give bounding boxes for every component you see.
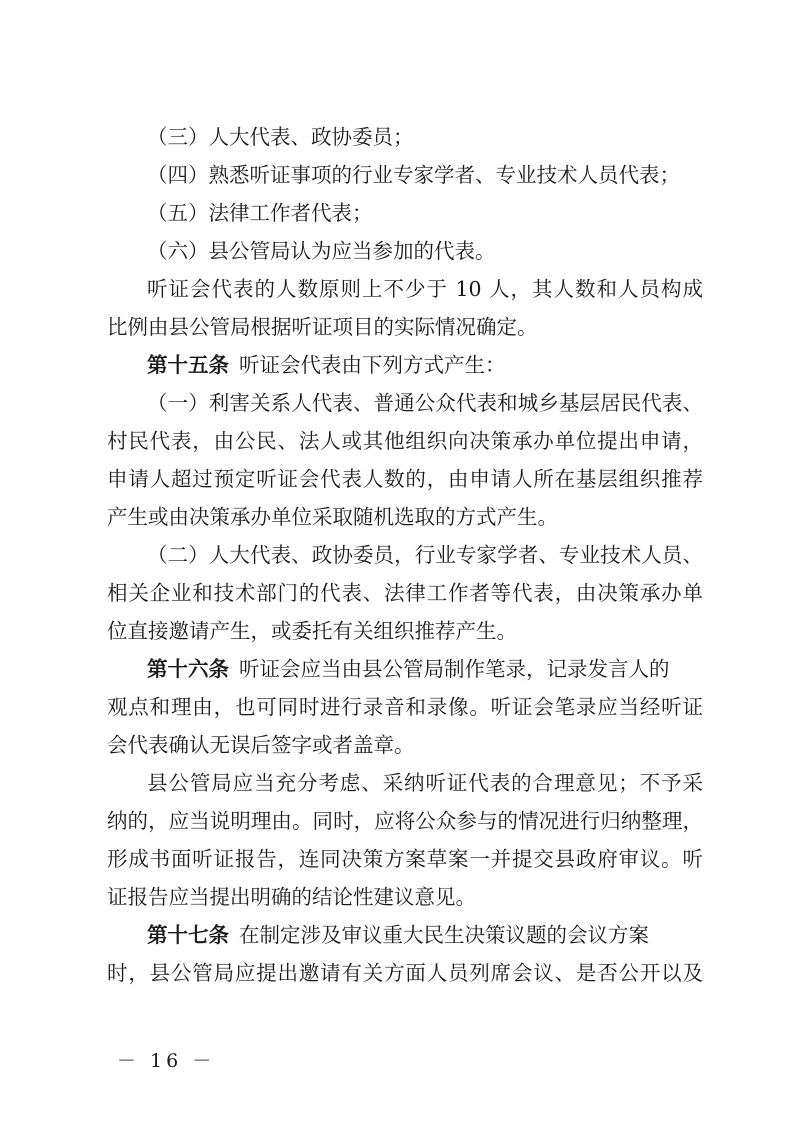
text-span: 县公管局应当充分考虑、采纳听证代表的合理意见；不予采	[147, 771, 703, 795]
article-text: 在制定涉及审议重大民生决策议题的会议方案	[239, 923, 649, 947]
paragraph-line	[107, 270, 703, 308]
text-span: （一）利害关系人代表、普通公众代表和城乡基层居民代表、	[147, 391, 703, 415]
text-span: 听证会代表的人数原则上不少于 10 人，其人数和人员构成	[147, 277, 703, 301]
paragraph-line	[107, 384, 703, 422]
text-span: 相关企业和技术部门的代表、法律工作者等代表，由决策承办单	[107, 581, 703, 605]
document-body	[107, 118, 703, 992]
item-line: （五）法律工作者代表；	[147, 201, 373, 225]
article-15-heading	[107, 346, 703, 384]
paragraph-line: 会代表确认无误后签字或者盖章。	[107, 733, 415, 757]
article-label: 第十五条	[147, 353, 229, 377]
text-span: （二）人大代表、政协委员，行业专家学者、专业技术人员、	[147, 543, 703, 567]
paragraph-line	[107, 460, 703, 498]
item-line: （六）县公管局认为应当参加的代表。	[147, 239, 496, 263]
paragraph-line: 证报告应当提出明确的结论性建议意见。	[107, 885, 476, 909]
page-number: － 16 －	[117, 1050, 216, 1072]
article-text: 听证会代表由下列方式产生：	[239, 353, 506, 377]
text-span: 观点和理由，也可同时进行录音和录像。听证会笔录应当经听证	[107, 695, 703, 719]
paragraph-line	[107, 764, 703, 802]
paragraph-line: 位直接邀请产生，或委托有关组织推荐产生。	[107, 619, 517, 643]
paragraph-line	[107, 954, 703, 992]
item-line: （四）熟悉听证事项的行业专家学者、专业技术人员代表；	[147, 163, 680, 187]
paragraph-line	[107, 840, 703, 878]
paragraph-line: 比例由县公管局根据听证项目的实际情况确定。	[107, 315, 538, 339]
paragraph-line	[107, 536, 703, 574]
paragraph-line	[107, 688, 703, 726]
article-16-heading	[107, 650, 703, 688]
article-text: 听证会应当由县公管局制作笔录，记录发言人的	[239, 657, 670, 681]
text-span: 纳的，应当说明理由。同时，应将公众参与的情况进行归纳整理，	[107, 809, 703, 833]
text-span: 形成书面听证报告，连同决策方案草案一并提交县政府审议。听	[107, 847, 703, 871]
article-17-heading	[107, 916, 703, 954]
paragraph-line	[107, 422, 703, 460]
article-label: 第十七条	[147, 923, 229, 947]
text-span: 申请人超过预定听证会代表人数的，由申请人所在基层组织推荐	[107, 467, 703, 491]
article-label: 第十六条	[147, 657, 229, 681]
paragraph-line: 产生或由决策承办单位采取随机选取的方式产生。	[107, 505, 558, 529]
text-span: 时，县公管局应提出邀请有关方面人员列席会议、是否公开以及	[107, 961, 703, 985]
text-span: 村民代表，由公民、法人或其他组织向决策承办单位提出申请，	[107, 429, 703, 453]
paragraph-line	[107, 802, 703, 840]
item-line: （三）人大代表、政协委员；	[147, 125, 414, 149]
paragraph-line	[107, 574, 703, 612]
